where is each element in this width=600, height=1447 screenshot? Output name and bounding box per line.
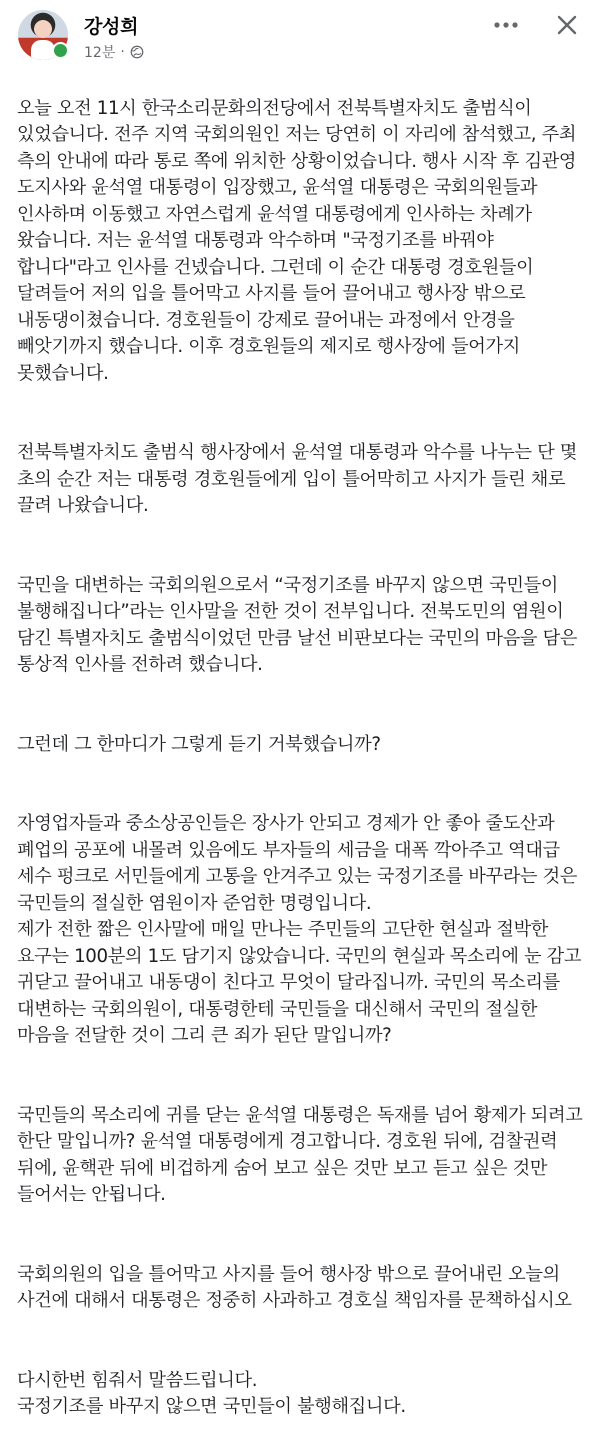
close-icon[interactable] [556, 14, 578, 36]
post-paragraph: 국민을 대변하는 국회의원으로서 “국정기조를 바꾸지 않으면 국민들이 불행해집니다”라는 인사말을 전한 것이 전부입니다. 전북도민의 염원이 담긴 특별자치도 출범식이었던 만큼 날선 비판보다는 국민의 마음을 담은 통상적 인사를 전하려 했습니다. [17, 574, 578, 675]
globe-icon[interactable] [130, 45, 144, 59]
post-paragraph: 다시한번 힘줘서 말씀드립니다. 국정기조를 바꾸지 않으면 국민들이 불행해집니다. [17, 1369, 406, 1417]
meta-separator: · [120, 44, 125, 60]
author-name[interactable]: 강성희 [84, 16, 139, 38]
post-paragraph: 자영업자들과 중소상공인들은 장사가 안되고 경제가 안 좋아 줄도산과 폐업의 공포에 내몰려 있음에도 부자들의 세금을 대폭 깍아주고 역대급 세수 펑크로 서민들에게 고통을 안겨주고 있는 국정기조를 바꾸라는 것은 국민들의 절실한 염원이자 준엄한 명령입니다. 제가 전한 짧은 인사말에 매일 만나는 주민들의 고단한 현실과 절박한 요구는 100분의 1도 담기지 않았습니다. 국민의 현실과 목소리에 눈 감고 귀닫고 끌어내고 내동댕이 친다고 무엇이 달라집니까. 국민의 목소리를 대변하는 국회의원이, 대통령한테 국민들을 대신해서 국민의 절실한 마음을 전달한 것이 그리 큰 죄가 된단 말입니까? [17, 813, 582, 1046]
post-paragraph: 국민들의 목소리에 귀를 닫는 윤석열 대통령은 독재를 넘어 황제가 되려고 한단 말입니까? 윤석열 대통령에게 경고합니다. 경호원 뒤에, 검찰권력 뒤에, 윤핵관 뒤에 비겁하게 숨어 보고 싶은 것만 보고 듣고 싶은 것만 들어서는 안됩니다. [17, 1104, 583, 1205]
post-paragraph: 전북특별자치도 출범식 행사장에서 윤석열 대통령과 악수를 나누는 단 몇 초의 순간 저는 대통령 경호원들에게 입이 틀어막히고 사지가 들린 채로 끌려 나왔습니다. [17, 442, 578, 516]
post-paragraph: 그런데 그 한마디가 그렇게 듣기 거북했습니까? [17, 733, 381, 755]
post-paragraph: 국회의원의 입을 틀어막고 사지를 들어 행사장 밖으로 끌어내린 오늘의 사건에 대해서 대통령은 정중히 사과하고 경호실 책임자를 문책하십시오 [17, 1263, 572, 1311]
post-body [17, 69, 587, 1447]
post-header [0, 0, 600, 66]
post-meta [84, 42, 144, 62]
post-time[interactable]: 12분 [84, 45, 116, 61]
author-avatar-wrapper[interactable] [18, 10, 68, 60]
more-horizontal-icon[interactable] [494, 20, 518, 30]
post-paragraph: 오늘 오전 11시 한국소리문화의전당에서 전북특별자치도 출범식이 있었습니다. 전주 지역 국회의원인 저는 당연히 이 자리에 참석했고, 주최 측의 안내에 따라 통로 쪽에 위치한 상황이었습니다. 행사 시작 후 김관영 도지사와 윤석열 대통령이 입장했고, 윤석열 대통령은 국회의원들과 인사하며 이동했고 자연스럽게 윤석열 대통령에게 인사하는 차례가 왔습니다. 저는 윤석열 대통령과 악수하며 "국정기조를 바꿔야 합니다"라고 인사를 건넸습니다. 그런데 이 순간 대통령 경호원들이 달려들어 저의 입을 틀어막고 사지를 들어 끌어내고 행사장 밖으로 내동댕이쳤습니다. 경호원들이 강제로 끌어내는 과정에서 안경을 빼앗기까지 했습니다. 이후 경호원들의 제지로 행사장에 들어가지 못했습니다. [17, 97, 577, 384]
online-status-dot [52, 42, 69, 59]
